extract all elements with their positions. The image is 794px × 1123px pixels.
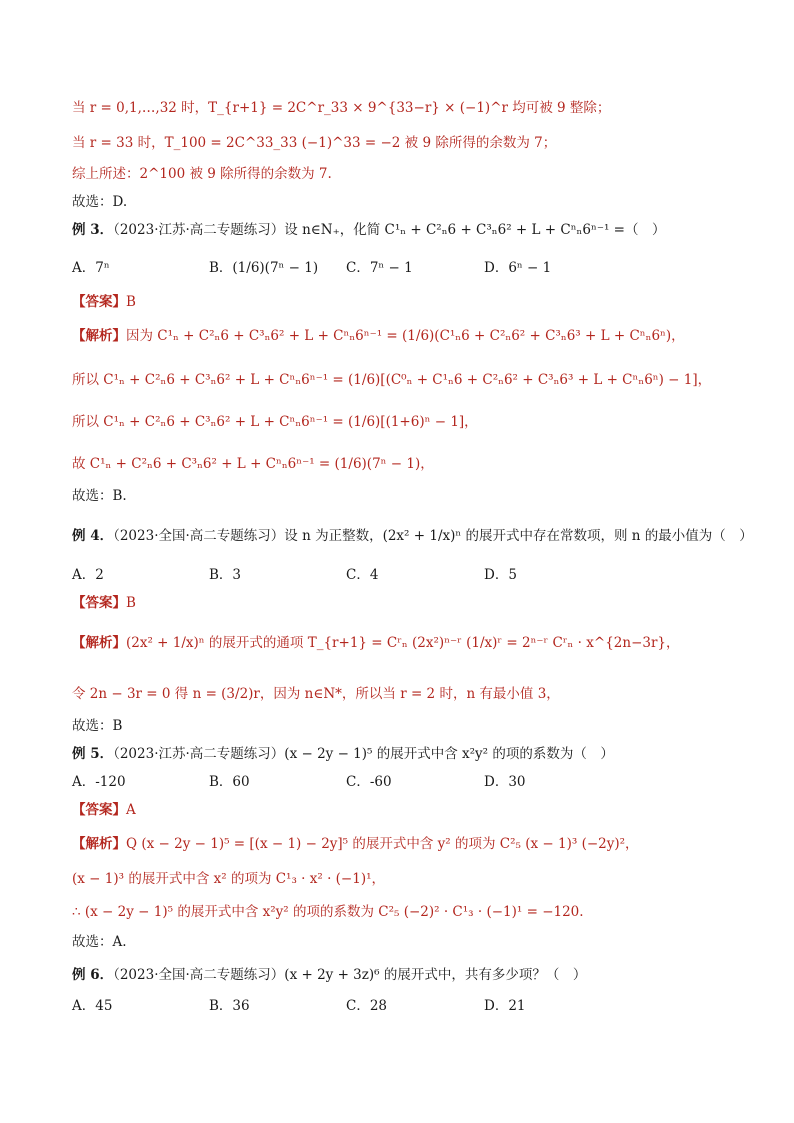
option-c: C．-60 [346,774,392,790]
analysis-line-1 [72,633,680,653]
option-a: A．2 [72,567,104,583]
example-4-stem [72,526,753,546]
analysis-tag: 【解析】 [72,328,126,344]
choose-line: 故选：D. [72,194,128,210]
answer-value: A [126,802,136,818]
analysis-text: Q (x − 2y − 1)⁵ = [(x − 1) − 2y]⁵ 的展开式中含 y² 的项为 C²₅ (x − 1)³ (−2y)²， [126,836,639,852]
answer-tag: 【答案】 [72,802,126,818]
analysis-line-2: 所以 C¹ₙ + C²ₙ6 + C³ₙ6² + L + Cⁿₙ6ⁿ⁻¹ = (1/6)[(C⁰ₙ + C¹ₙ6 + C²ₙ6² + C³ₙ6³ + L + Cⁿₙ6ⁿ) − 1]， [72,372,712,388]
analysis-text: (2x² + 1/x)ⁿ 的展开式的通项 T_{r+1} = Cʳₙ (2x²)ⁿ⁻ʳ (1/x)ʳ = 2ⁿ⁻ʳ Cʳₙ · x^{2n−3r}， [126,635,680,651]
answer-line [72,292,136,312]
analysis-line-3: 所以 C¹ₙ + C²ₙ6 + C³ₙ6² + L + Cⁿₙ6ⁿ⁻¹ = (1/6)[(1+6)ⁿ − 1]， [72,414,478,430]
example-source: （2023·全国·高二专题练习） [113,967,285,983]
example-3-stem [72,220,665,240]
option-b: B．3 [209,567,242,583]
option-c: C．7ⁿ − 1 [346,260,413,276]
analysis-text: 因为 C¹ₙ + C²ₙ6 + C³ₙ6² + L + Cⁿₙ6ⁿ⁻¹ = (1/6)(C¹ₙ6 + C²ₙ6² + C³ₙ6³ + L + Cⁿₙ6ⁿ)， [126,328,685,344]
example-6-stem [72,965,586,985]
choose-line: 故选：B. [72,488,127,504]
example-question: (x − 2y − 1)⁵ 的展开式中含 x²y² 的项的系数为（ ） [284,746,614,762]
option-a: A．45 [72,998,113,1014]
answer-tag: 【答案】 [72,595,126,611]
option-d: D．6ⁿ − 1 [484,260,552,276]
analysis-tag: 【解析】 [72,635,126,651]
option-d: D．21 [484,998,526,1014]
analysis-line-2: 令 2n − 3r = 0 得 n = (3/2)r，因为 n∈N*，所以当 r = 2 时，n 有最小值 3， [72,686,560,702]
answer-value: B [126,294,136,310]
analysis-line-3: ∴ (x − 2y − 1)⁵ 的展开式中含 x²y² 的项的系数为 C²₅ (−2)² · C¹₃ · (−1)¹ = −120. [72,904,584,920]
option-c: C．28 [346,998,388,1014]
option-d: D．30 [484,774,526,790]
option-b: B．60 [209,774,250,790]
example-source: （2023·江苏·高二专题练习） [113,222,285,238]
example-question: (x + 2y + 3z)⁶ 的展开式中，共有多少项？（ ） [284,967,587,983]
option-b: B．(1/6)(7ⁿ − 1) [209,260,319,276]
answer-line [72,593,136,613]
analysis-line-1 [72,326,685,346]
answer-tag: 【答案】 [72,294,126,310]
example-label: 例 5． [72,746,114,762]
example-source: （2023·全国·高二专题练习） [113,528,285,544]
solution-line-1: 当 r = 0,1,…,32 时，T_{r+1} = 2C^r_33 × 9^{33−r} × (−1)^r 均可被 9 整除； [72,100,611,116]
option-a: A．7ⁿ [72,260,110,276]
choose-line: 故选：A. [72,934,127,950]
option-b: B．36 [209,998,250,1014]
analysis-tag: 【解析】 [72,836,126,852]
option-c: C．4 [346,567,379,583]
option-d: D．5 [484,567,517,583]
option-a: A．-120 [72,774,126,790]
answer-line [72,800,136,820]
analysis-line-4: 故 C¹ₙ + C²ₙ6 + C³ₙ6² + L + Cⁿₙ6ⁿ⁻¹ = (1/6)(7ⁿ − 1)， [72,456,434,472]
example-label: 例 3． [72,222,114,238]
analysis-line-2: (x − 1)³ 的展开式中含 x² 的项为 C¹₃ · x² · (−1)¹， [72,871,386,887]
choose-line: 故选：B [72,718,123,734]
example-5-stem [72,744,614,764]
example-label: 例 6． [72,967,114,983]
solution-line-3: 综上所述：2^100 被 9 除所得的余数为 7. [72,166,332,182]
solution-line-2: 当 r = 33 时，T_100 = 2C^33_33 (−1)^33 = −2 被 9 除所得的余数为 7； [72,135,557,151]
example-question: 设 n 为正整数，(2x² + 1/x)ⁿ 的展开式中存在常数项，则 n 的最小值为（ ） [284,528,753,544]
example-question: 设 n∈N₊，化简 C¹ₙ + C²ₙ6 + C³ₙ6² + L + Cⁿₙ6ⁿ⁻¹ =（ ） [284,222,666,238]
example-source: （2023·江苏·高二专题练习） [113,746,285,762]
analysis-line-1 [72,834,639,854]
answer-value: B [126,595,136,611]
example-label: 例 4． [72,528,114,544]
